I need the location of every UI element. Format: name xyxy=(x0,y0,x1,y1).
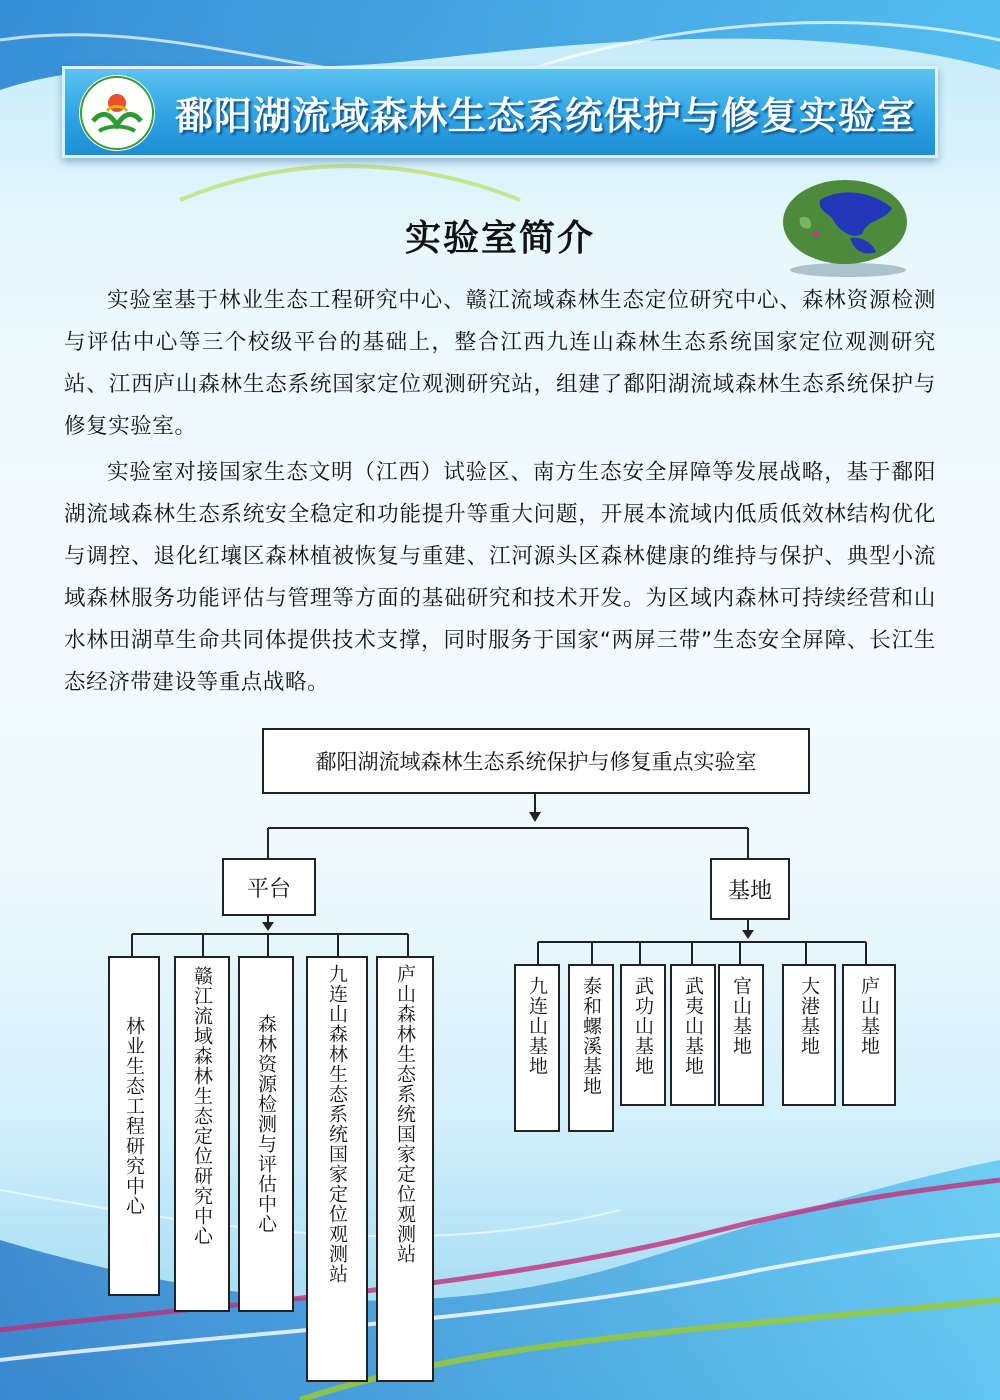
platform-box xyxy=(222,858,316,916)
base-item: 武夷山基地 xyxy=(670,964,716,1106)
root-lab-label: 鄱阳湖流域森林生态系统保护与修复重点实验室 xyxy=(315,750,757,774)
base-item: 大港基地 xyxy=(782,964,836,1106)
base-box xyxy=(710,858,790,920)
base-item: 武功山基地 xyxy=(620,964,666,1106)
intro-paragraph-2: 实验室对接国家生态文明（江西）试验区、南方生态安全屏障等发展战略，基于鄱阳湖流域森林生态系统安全稳定和功能提升等重大问题，开展本流域内低质低效林结构优化与调控、退化红壤区森林植被恢复与重建、江河源头区森林健康的维持与保护、典型小流域森林服务功能评估与管理等方面的基础研究和技术开发。为区域内森林可持续经营和山水林田湖草生命共同体提供技术支撑，同时服务于国家“两屏三带”生态安全屏障、长江生态经济带建设等重点战略。 xyxy=(64,460,936,695)
page-title: 鄱阳湖流域森林生态系统保护与修复实验室 xyxy=(175,94,917,138)
platform-item: 赣江流域森林生态定位研究中心 xyxy=(174,956,230,1312)
section-heading: 实验室简介 xyxy=(404,218,595,259)
platform-item: 林业生态工程研究中心 xyxy=(108,956,160,1296)
root-lab-box xyxy=(262,728,810,794)
intro-paragraph-1: 实验室基于林业生态工程研究中心、赣江流域森林生态定位研究中心、森林资源检测与评估中心等三个校级平台的基础上，整合江西九连山森林生态系统国家定位观测研究站、江西庐山森林生态系统国家定位观测研究站，组建了鄱阳湖流域森林生态系统保护与修复实验室。 xyxy=(64,288,936,439)
base-item: 官山基地 xyxy=(718,964,764,1106)
platform-item: 森林资源检测与评估中心 xyxy=(238,956,294,1312)
base-item: 九连山基地 xyxy=(514,964,560,1132)
platform-label: 平台 xyxy=(246,876,291,902)
platform-item: 庐山森林生态系统国家定位观测站 xyxy=(376,956,434,1382)
base-label: 基地 xyxy=(727,878,772,904)
base-item: 庐山基地 xyxy=(842,964,896,1106)
platform-item: 九连山森林生态系统国家定位观测站 xyxy=(306,956,368,1382)
base-item: 泰和螺溪基地 xyxy=(568,964,614,1132)
